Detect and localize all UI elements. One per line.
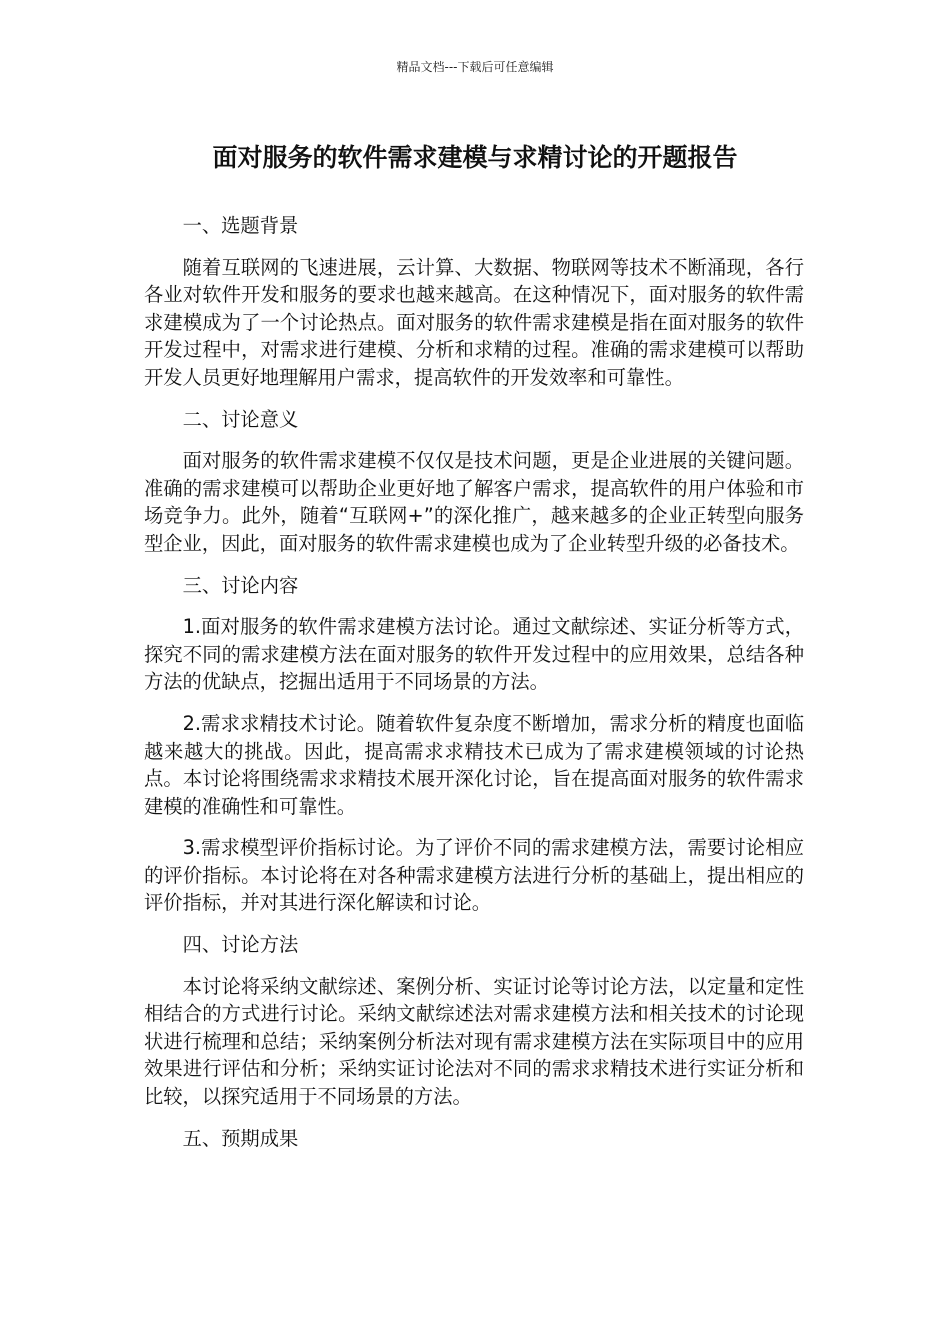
- body-paragraph: 1.面对服务的软件需求建模方法讨论。通过文献综述、实证分析等方式，探究不同的需求建模方法在面对服务的软件开发过程中的应用效果，总结各种方法的优缺点，挖掘出适用于不同场景的方法。: [144, 615, 804, 694]
- document-body: [144, 212, 804, 1166]
- body-paragraph: 2.需求求精技术讨论。随着软件复杂度不断增加，需求分析的精度也面临越来越大的挑战。因此，提高需求求精技术已成为了需求建模领域的讨论热点。本讨论将围绕需求求精技术展开深化讨论，旨在提高面对服务的软件需求建模的准确性和可靠性。: [144, 711, 804, 818]
- page-header-note: 精品文档---下载后可任意编辑: [396, 60, 554, 74]
- body-paragraph: 3.需求模型评价指标讨论。为了评价不同的需求建模方法，需要讨论相应的评价指标。本讨论将在对各种需求建模方法进行分析的基础上，提出相应的评价指标，并对其进行深化解读和讨论。: [144, 836, 804, 915]
- section-heading: 三、讨论内容: [182, 573, 299, 597]
- section-heading: 二、讨论意义: [182, 407, 299, 431]
- section-heading: 一、选题背景: [182, 214, 299, 237]
- document-title: 面对服务的软件需求建模与求精讨论的开题报告: [212, 143, 738, 172]
- section-heading: 五、预期成果: [182, 1126, 299, 1150]
- body-paragraph: 本讨论将采纳文献综述、案例分析、实证讨论等讨论方法，以定量和定性相结合的方式进行讨论。采纳文献综述法对需求建模方法和相关技术的讨论现状进行梳理和总结；采纳案例分析法对现有需求建模方法在实际项目中的应用效果进行评估和分析；采纳实证讨论法对不同的需求求精技术进行实证分析和比较，以探究适用于不同场景的方法。: [144, 974, 804, 1109]
- body-paragraph: 随着互联网的飞速进展，云计算、大数据、物联网等技术不断涌现，各行各业对软件开发和服务的要求也越来越高。在这种情况下，面对服务的软件需求建模成为了一个讨论热点。面对服务的软件需求建模是指在面对服务的软件开发过程中，对需求进行建模、分析和求精的过程。准确的需求建模可以帮助开发人员更好地理解用户需求，提高软件的开发效率和可靠性。: [144, 255, 804, 389]
- body-paragraph: 面对服务的软件需求建模不仅仅是技术问题，更是企业进展的关键问题。准确的需求建模可以帮助企业更好地了解客户需求，提高软件的用户体验和市场竞争力。此外，随着“互联网+”的深化推广，越来越多的企业正转型向服务型企业，因此，面对服务的软件需求建模也成为了企业转型升级的必备技术。: [144, 449, 804, 555]
- section-heading: 四、讨论方法: [182, 933, 299, 957]
